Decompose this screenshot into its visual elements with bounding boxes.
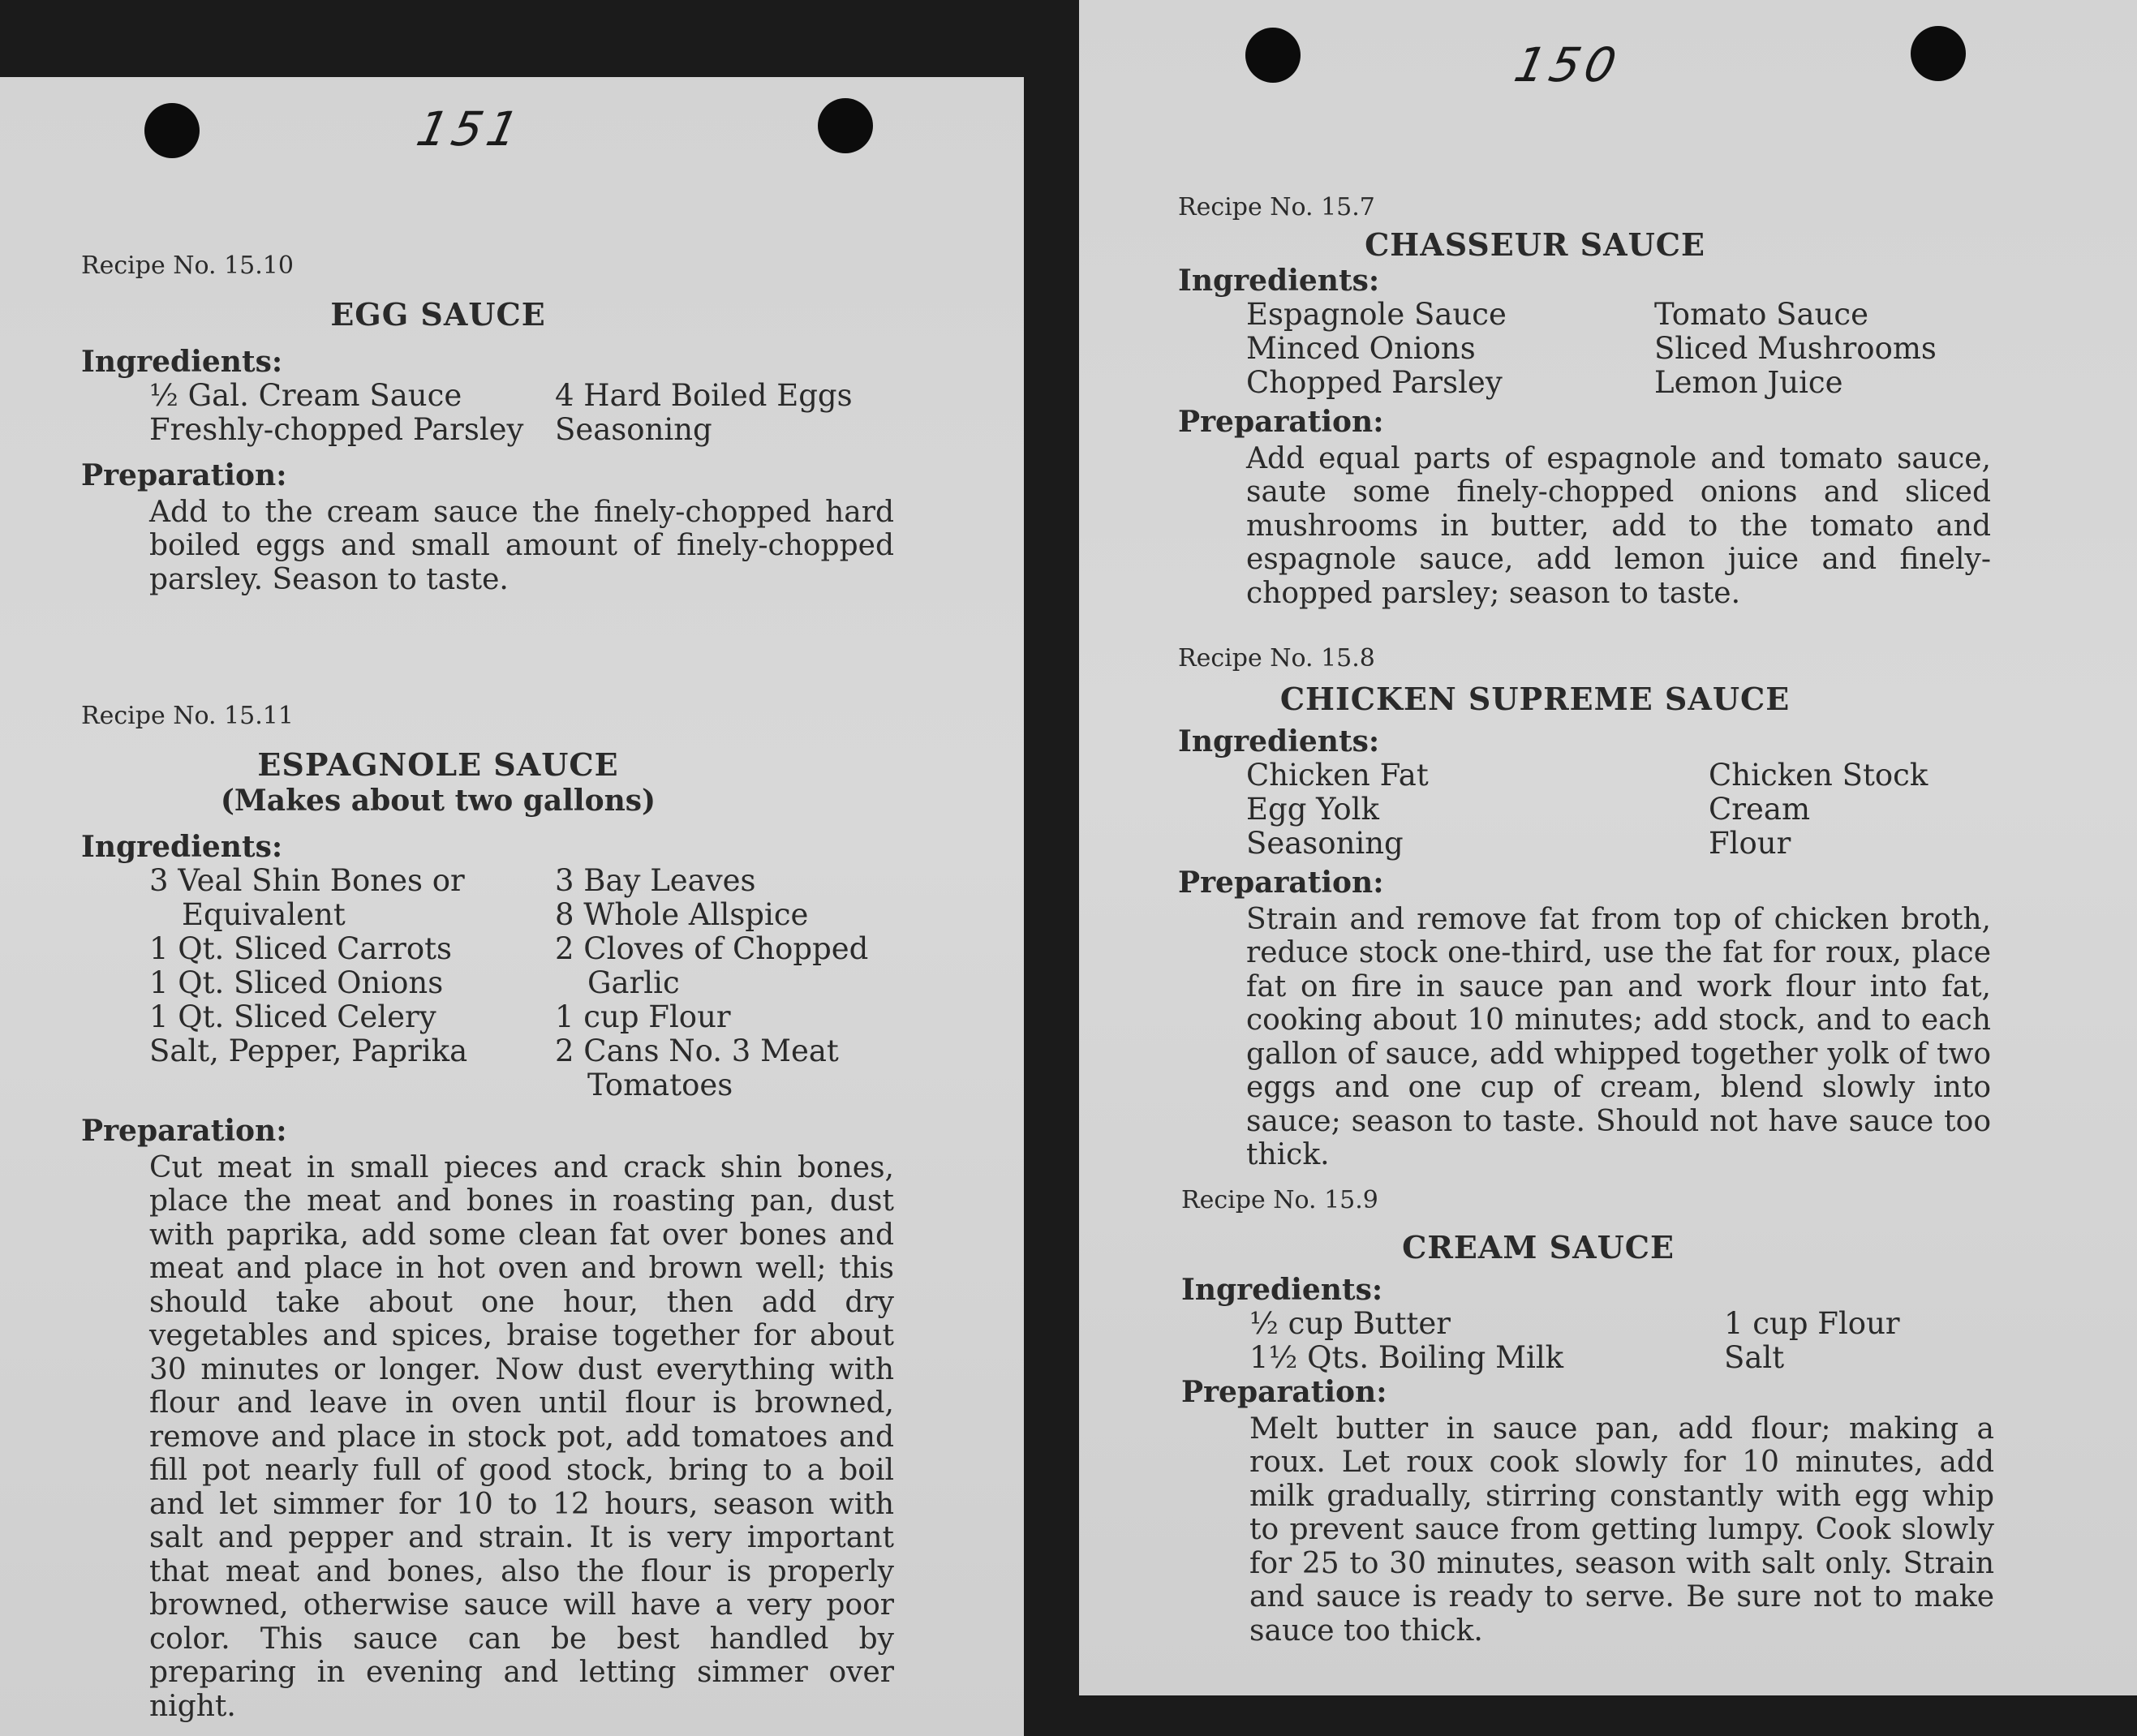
ingredient: Salt bbox=[1724, 1339, 1785, 1375]
recipe-title: CHICKEN SUPREME SAUCE bbox=[1279, 681, 1791, 717]
punch-hole-icon bbox=[818, 98, 873, 153]
recipe-number: Recipe No. 15.11 bbox=[81, 702, 294, 730]
recipe-espagnole-sauce bbox=[81, 702, 892, 1723]
recipe-subtitle: (Makes about two gallons) bbox=[220, 783, 656, 818]
ingredient: Minced Onions bbox=[1246, 330, 1476, 366]
ingredient: Freshly-chopped Parsley bbox=[149, 411, 524, 447]
ingredient: ½ Gal. Cream Sauce bbox=[149, 377, 462, 413]
ingredient: Chicken Stock bbox=[1709, 757, 1928, 793]
ingredient: Sliced Mushrooms bbox=[1654, 330, 1937, 366]
ingredient: Cream bbox=[1709, 791, 1811, 827]
ingredient: Espagnole Sauce bbox=[1246, 296, 1507, 332]
recipe-number: Recipe No. 15.8 bbox=[1178, 644, 1375, 672]
preparation-text: Strain and remove fat from top of chicken broth, reduce stock one-third, use the fat for roux, place fat on fire in sauce pan and work flour into fat, cooking about 10 minutes; add stock, and to each gallon of sauce, add whipped together yolk of two eggs and one cup of cream, blend slowly into sauce; season to taste. Should not have sauce too thick. bbox=[1246, 902, 1991, 1172]
recipe-chasseur-sauce bbox=[1178, 193, 1989, 610]
ingredient: Salt, Pepper, Paprika bbox=[149, 1033, 468, 1068]
ingredients-label: Ingredients: bbox=[81, 829, 283, 864]
handwritten-page-number: 151 bbox=[411, 101, 528, 157]
preparation-label: Preparation: bbox=[1178, 865, 1384, 900]
recipe-title: EGG SAUCE bbox=[330, 296, 546, 333]
ingredient: 1 cup Flour bbox=[1724, 1305, 1900, 1341]
ingredient: 1 Qt. Sliced Carrots bbox=[149, 930, 452, 966]
ingredients-label: Ingredients: bbox=[81, 344, 283, 379]
ingredient: Tomato Sauce bbox=[1654, 296, 1868, 332]
ingredients-label: Ingredients: bbox=[1178, 724, 1380, 758]
preparation-text: Cut meat in small pieces and crack shin bones, place the meat and bones in roasting pan, dust with paprika, add some clean fat over bones and meat and place in hot oven and brown well; this should take about one hour, then add dry vegetables and spices, braise together for about 30 minutes or longer. Now dust everything with flour and leave in oven until flour is browned, remove and place in stock pot, add tomatoes and fill pot nearly full of good stock, bring to a boil and let simmer for 10 to 12 hours, season with salt and pepper and strain. It is very important that meat and bones, also the flour is properly browned, otherwise sauce will have a very poor color. This sauce can be best handled by preparing in evening and letting simmer over night. bbox=[149, 1150, 894, 1723]
preparation-text: Add equal parts of espagnole and tomato sauce, saute some finely-chopped onions and sliced mushrooms in butter, add to the tomato and espagnole sauce, add lemon juice and finely-chopped parsley; season to taste. bbox=[1246, 441, 1991, 610]
recipe-cream-sauce bbox=[1181, 1186, 1993, 1648]
ingredient: Garlic bbox=[587, 965, 680, 1000]
preparation-label: Preparation: bbox=[1178, 404, 1384, 439]
ingredient: 8 Whole Allspice bbox=[555, 896, 809, 932]
ingredient: Lemon Juice bbox=[1654, 364, 1843, 400]
punch-hole-icon bbox=[144, 103, 200, 158]
recipe-number: Recipe No. 15.10 bbox=[81, 251, 294, 280]
ingredient: Equivalent bbox=[182, 896, 346, 932]
ingredient: 1½ Qts. Boiling Milk bbox=[1249, 1339, 1564, 1375]
ingredients-list bbox=[149, 379, 892, 447]
ingredient: Seasoning bbox=[555, 411, 712, 447]
ingredient: Chicken Fat bbox=[1246, 757, 1429, 793]
ingredients-list bbox=[149, 864, 892, 1102]
recipe-number: Recipe No. 15.7 bbox=[1178, 193, 1375, 221]
ingredient: 4 Hard Boiled Eggs bbox=[555, 377, 853, 413]
punch-hole-icon bbox=[1245, 28, 1301, 83]
recipe-chicken-supreme-sauce bbox=[1178, 644, 1989, 1172]
ingredients-list bbox=[1246, 758, 1989, 861]
ingredient: Flour bbox=[1709, 825, 1791, 861]
ingredient: 2 Cloves of Chopped bbox=[555, 930, 869, 966]
preparation-text: Melt butter in sauce pan, add flour; making a roux. Let roux cook slowly for 10 minutes, add milk gradually, stirring constantly with egg whip to prevent sauce from getting lumpy. Cook slowly for 25 to 30 minutes, season with salt only. Strain and sauce is ready to serve. Be sure not to make sauce too thick. bbox=[1249, 1412, 1994, 1648]
recipe-egg-sauce bbox=[81, 251, 892, 596]
ingredients-label: Ingredients: bbox=[1181, 1272, 1383, 1307]
preparation-text: Add to the cream sauce the finely-chopped hard boiled eggs and small amount of finely-chopped parsley. Season to taste. bbox=[149, 495, 894, 596]
recipe-card-150 bbox=[1079, 0, 2137, 1695]
ingredient: ½ cup Butter bbox=[1249, 1305, 1451, 1341]
handwritten-page-number: 150 bbox=[1509, 37, 1626, 92]
ingredients-list bbox=[1249, 1307, 1993, 1375]
punch-hole-icon bbox=[1911, 26, 1966, 81]
ingredient: 1 cup Flour bbox=[555, 999, 731, 1034]
ingredient: 3 Veal Shin Bones or bbox=[149, 862, 465, 898]
recipe-title: CHASSEUR SAUCE bbox=[1365, 226, 1705, 263]
ingredient: 1 Qt. Sliced Celery bbox=[149, 999, 436, 1034]
ingredient: 1 Qt. Sliced Onions bbox=[149, 965, 444, 1000]
ingredient: Egg Yolk bbox=[1246, 791, 1379, 827]
recipe-title: CREAM SAUCE bbox=[1402, 1229, 1675, 1265]
ingredients-label: Ingredients: bbox=[1178, 263, 1380, 298]
ingredient: Chopped Parsley bbox=[1246, 364, 1503, 400]
preparation-label: Preparation: bbox=[81, 1113, 287, 1148]
ingredient: 3 Bay Leaves bbox=[555, 862, 756, 898]
recipe-number: Recipe No. 15.9 bbox=[1181, 1186, 1378, 1214]
ingredient: Tomatoes bbox=[587, 1067, 733, 1102]
recipe-card-151 bbox=[0, 77, 1024, 1736]
recipe-title: ESPAGNOLE SAUCE bbox=[257, 746, 619, 783]
ingredients-list bbox=[1246, 298, 1989, 400]
ingredient: Seasoning bbox=[1246, 825, 1404, 861]
preparation-label: Preparation: bbox=[1181, 1374, 1387, 1409]
ingredient: 2 Cans No. 3 Meat bbox=[555, 1033, 839, 1068]
preparation-label: Preparation: bbox=[81, 458, 287, 492]
